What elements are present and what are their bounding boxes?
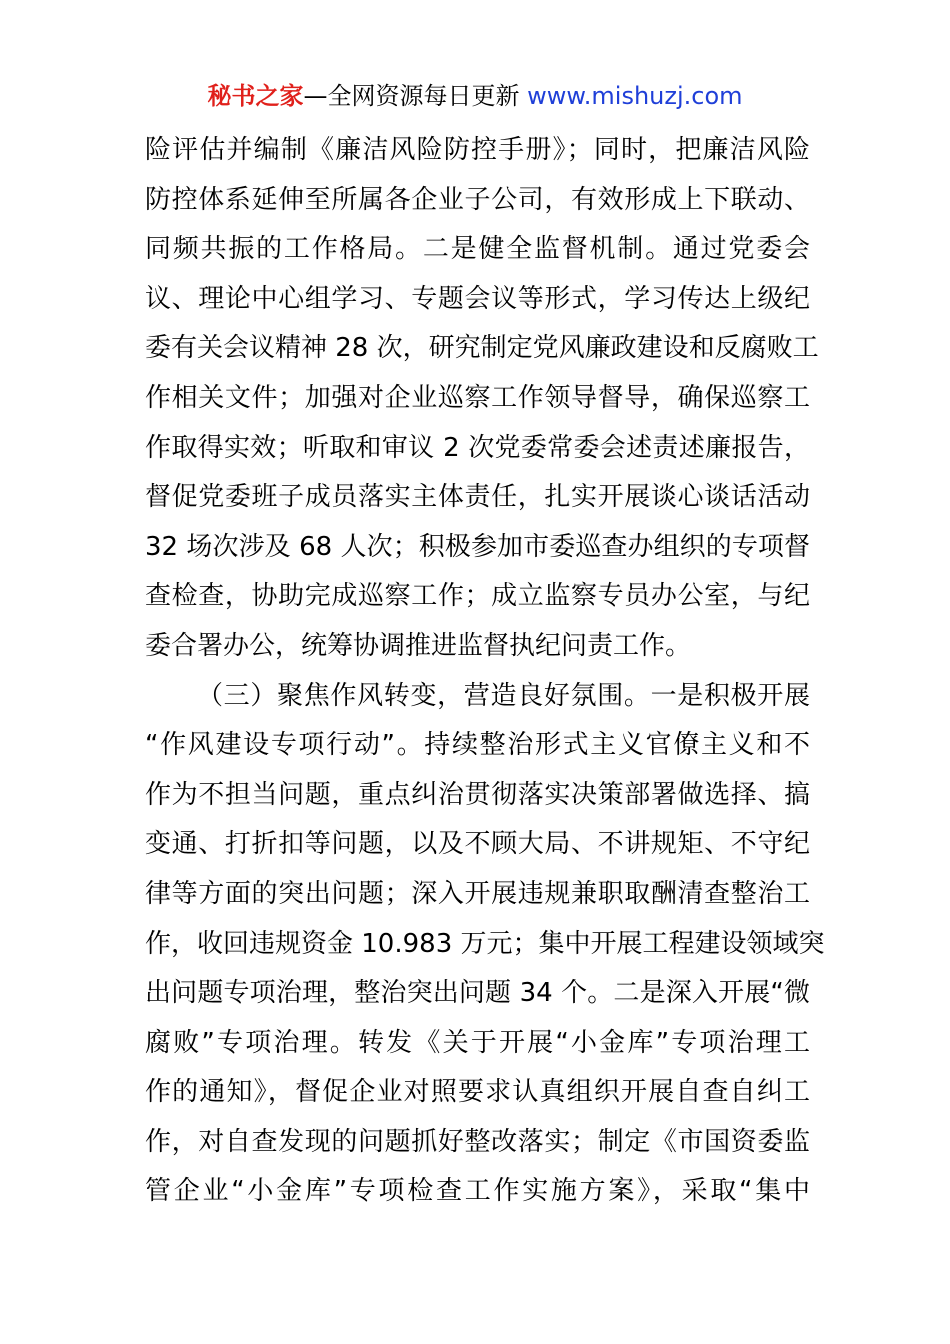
document-body	[145, 126, 825, 1217]
text-line: 作取得实效；听取和审议 2 次党委常委会述责述廉报告，	[145, 432, 810, 463]
text-line: 作，对自查发现的问题抓好整改落实；制定《市国资委监	[145, 1126, 810, 1157]
text-line: “作风建设专项行动”。持续整治形式主义官僚主义和不	[145, 730, 810, 761]
text-line: 议、理论中心组学习、专题会议等形式，学习传达上级纪	[145, 283, 810, 314]
site-header	[0, 80, 950, 112]
text-line: 律等方面的突出问题；深入开展违规兼职取酬清查整治工	[145, 878, 810, 909]
paragraph-2	[145, 672, 825, 1218]
text-line: 腐败”专项治理。转发《关于开展“小金库”专项治理工	[145, 1027, 810, 1058]
site-brand: 秘书之家	[207, 82, 304, 110]
text-line: 委有关会议精神 28 次，研究制定党风廉政建设和反腐败工	[145, 333, 819, 364]
text-line: 32 场次涉及 68 人次；积极参加市委巡查办组织的专项督	[145, 531, 810, 562]
text-line: 委合署办公，统筹协调推进监督执纪问责工作。	[145, 630, 692, 661]
text-line: 管企业“小金库”专项检查工作实施方案》，采取“集中	[145, 1176, 810, 1207]
text-line: 险评估并编制《廉洁风险防控手册》；同时，把廉洁风险	[145, 135, 810, 165]
text-line: （三）聚焦作风转变，营造良好氛围。一是积极开展	[197, 680, 810, 711]
text-line: 查检查，协助完成巡察工作；成立监察专员办公室，与纪	[145, 581, 810, 612]
text-line: 变通、打折扣等问题，以及不顾大局、不讲规矩、不守纪	[145, 829, 810, 860]
text-line: 作的通知》，督促企业对照要求认真组织开展自查自纠工	[145, 1077, 810, 1108]
text-line: 出问题专项治理，整治突出问题 34 个。二是深入开展“微	[145, 978, 810, 1009]
site-tagline: —全网资源每日更新	[303, 82, 520, 110]
paragraph-1	[145, 126, 819, 672]
text-line: 作为不担当问题，重点纠治贯彻落实决策部署做选择、搞	[145, 779, 810, 810]
text-line: 督促党委班子成员落实主体责任，扎实开展谈心谈话活动	[145, 482, 810, 513]
text-line: 作相关文件；加强对企业巡察工作领导督导，确保巡察工	[145, 382, 810, 413]
text-line: 同频共振的工作格局。二是健全监督机制。通过党委会	[145, 234, 810, 265]
text-line: 作，收回违规资金 10.983 万元；集中开展工程建设领域突	[145, 928, 825, 959]
text-line: 防控体系延伸至所属各企业子公司，有效形成上下联动、	[145, 184, 810, 215]
site-url-link[interactable]: www.mishuzj.com	[527, 82, 743, 110]
